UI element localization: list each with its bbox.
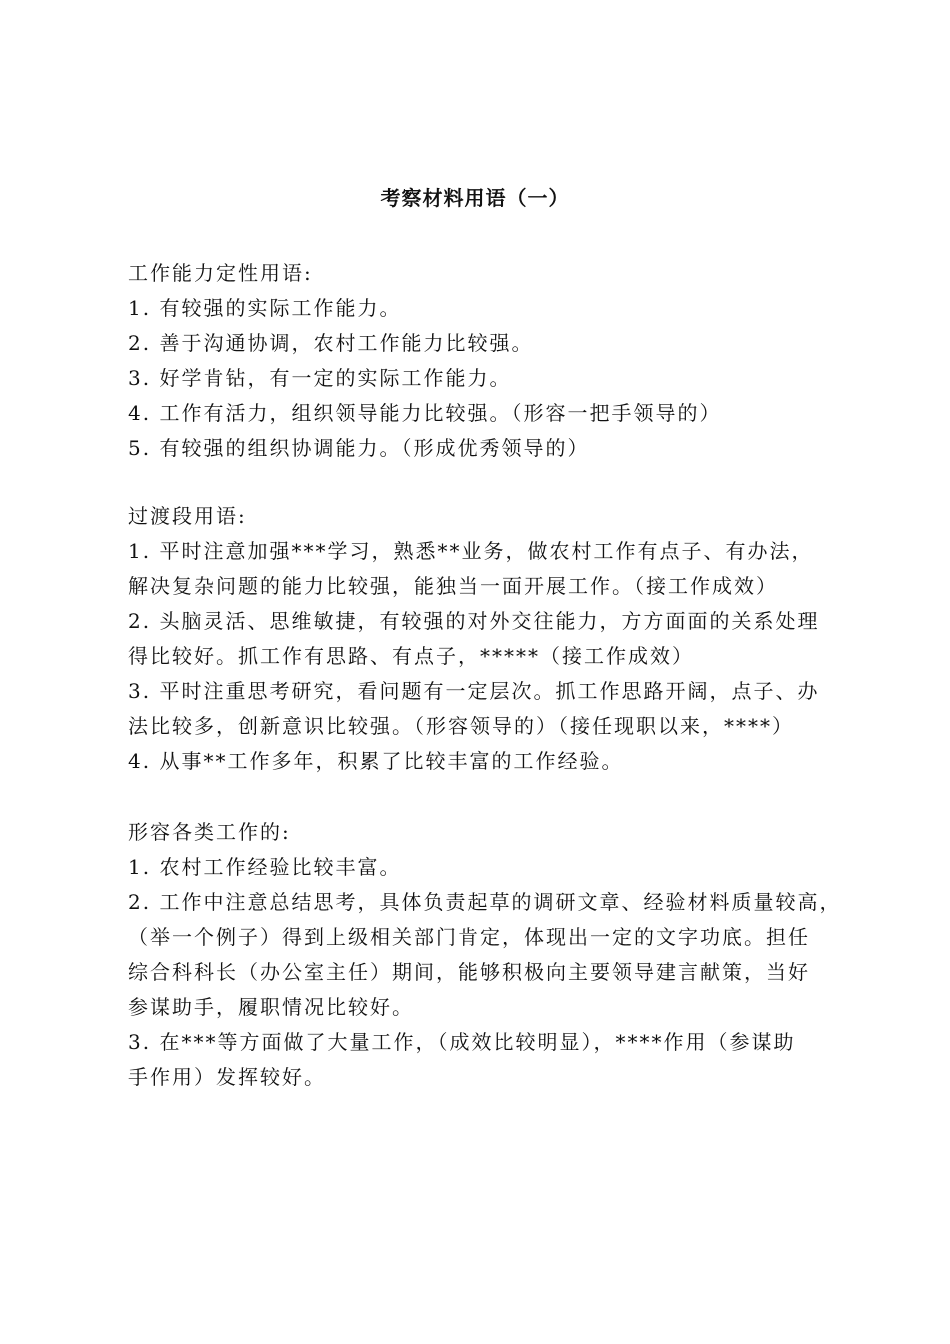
section-transition xyxy=(128,499,844,779)
text-line: 4. 从事**工作多年，积累了比较丰富的工作经验。 xyxy=(128,749,624,773)
text-line: 2. 头脑灵活、思维敏捷，有较强的对外交往能力，方方面面的关系处理 xyxy=(128,609,820,633)
text-line: 2. 工作中注意总结思考，具体负责起草的调研文章、经验材料质量较高， xyxy=(128,890,842,914)
text-line: 解决复杂问题的能力比较强，能独当一面开展工作。（接工作成效） xyxy=(128,574,778,598)
text-line: 1. 农村工作经验比较丰富。 xyxy=(128,855,402,879)
text-line: 3. 平时注重思考研究，看问题有一定层次。抓工作思路开阔，点子、办 xyxy=(128,679,820,703)
text-line: 综合科科长（办公室主任）期间，能够积极向主要领导建言献策，当好 xyxy=(128,960,810,984)
text-line: 得比较好。抓工作有思路、有点子，*****（接工作成效） xyxy=(128,644,694,668)
text-line: 4. 工作有活力，组织领导能力比较强。（形容一把手领导的） xyxy=(128,401,722,425)
text-line: 法比较多，创新意识比较强。（形容领导的）（接任现职以来，****） xyxy=(128,714,794,738)
text-line: 1. 有较强的实际工作能力。 xyxy=(128,296,402,320)
text-line: 手作用）发挥较好。 xyxy=(128,1065,326,1089)
document-title: 考察材料用语（一） xyxy=(380,186,570,210)
text-line: 3. 好学肯钻，有一定的实际工作能力。 xyxy=(128,366,512,390)
text-line: 2. 善于沟通协调，农村工作能力比较强。 xyxy=(128,331,534,355)
text-line: （举一个例子）得到上级相关部门肯定，体现出一定的文字功底。担任 xyxy=(128,925,810,949)
section-heading: 形容各类工作的: xyxy=(128,820,291,844)
text-line: 1. 平时注意加强***学习，熟悉**业务，做农村工作有点子、有办法， xyxy=(128,539,814,563)
section-work-types xyxy=(128,815,844,1095)
section-heading: 工作能力定性用语: xyxy=(128,261,313,285)
text-line: 参谋助手，履职情况比较好。 xyxy=(128,995,414,1019)
section-work-ability xyxy=(128,256,844,466)
text-line: 5. 有较强的组织协调能力。（形成优秀领导的） xyxy=(128,436,590,460)
section-heading: 过渡段用语: xyxy=(128,504,247,528)
text-line: 3. 在***等方面做了大量工作，（成效比较明显），****作用（参谋助 xyxy=(128,1030,796,1054)
